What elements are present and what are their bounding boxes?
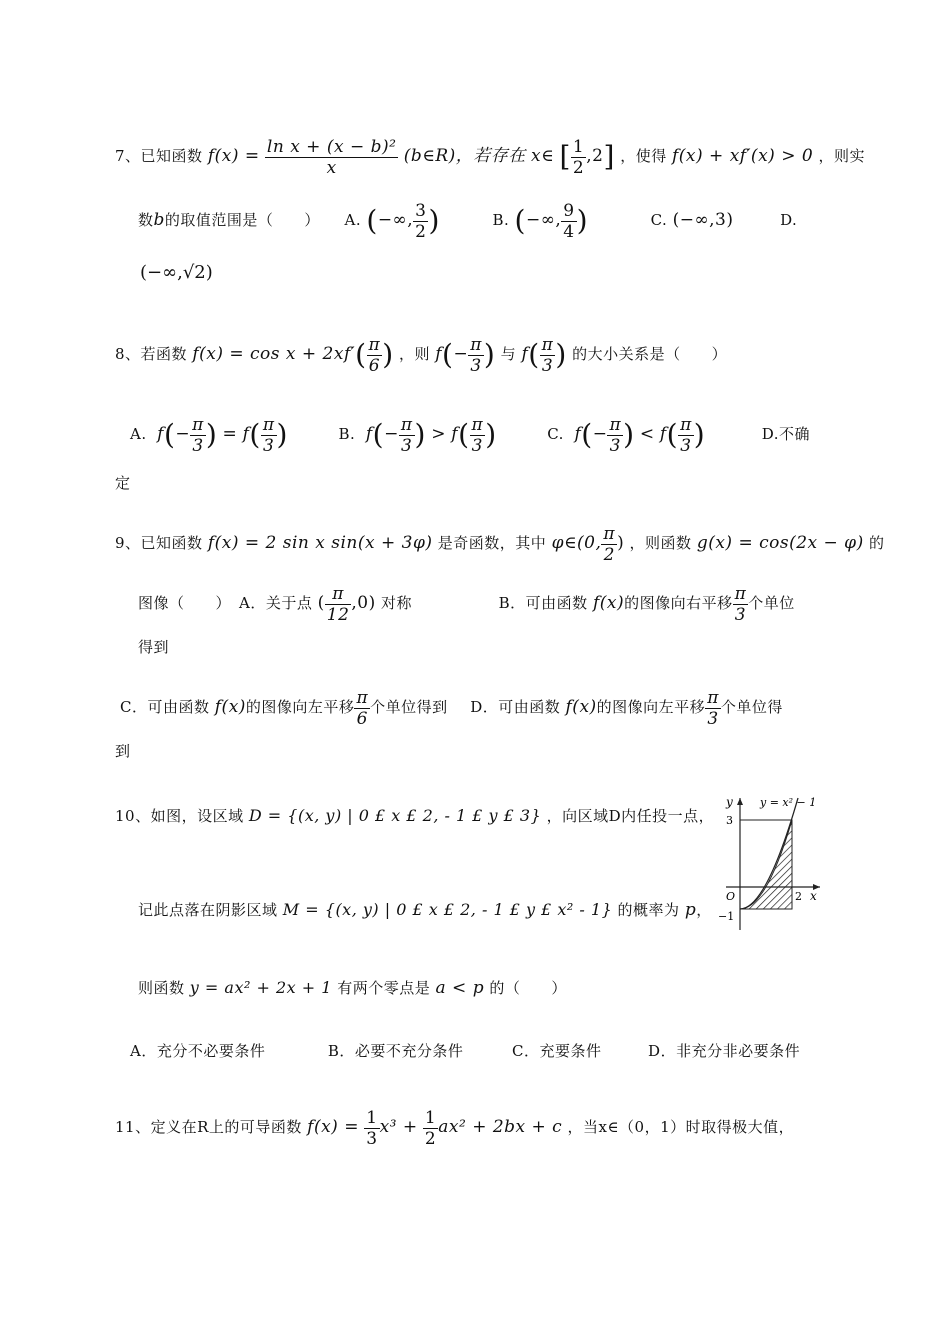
q9-line3: 得到 <box>138 638 170 656</box>
q8-optC: C. f(− $\frac{\pi}{3}$ ) < f( $\frac{\pi}{3}$ ) <box>547 414 706 456</box>
q8-optA: A. f(− $\frac{\pi}{3}$ ) = f( $\frac{\pi}{3}$ ) <box>130 414 288 456</box>
q10-line1: 10、如图，设区域 D = {(x, y) | 0 £ x £ 2, - 1 £ y £ 3} ，向区域D内任投一点， <box>115 806 715 825</box>
q7-optD-label: D. <box>780 211 798 229</box>
q9-optC: C．可由函数 f(x)的图像向左平移 $\frac{\pi}{6}$ 个单位得到 <box>120 687 448 729</box>
q7-optB: B. (−∞, $\frac{9}{4}$ ) <box>492 200 589 242</box>
q9-line4 <box>120 684 783 730</box>
q7-optD: (−∞,√2) <box>140 262 213 283</box>
q8-optD-cont: 定 <box>115 474 131 492</box>
q7-line1: 7、已知函数 f(x) = $\frac{\text{ln x + (x − b)²}}{x}$ (b∈R)，若存在 x∈ [ $\frac{1}{2}$ ,2] ，使得 f(x) + xf′(x) > 0 ，则实 <box>115 136 865 178</box>
shaded-region <box>740 820 792 909</box>
q9-line5: 到 <box>115 742 131 760</box>
tick-2: 2 <box>795 890 802 903</box>
q7-optA: A. (−∞, $\frac{3}{2}$ ) <box>344 200 440 242</box>
q8-optD: D.不确 <box>761 425 811 443</box>
q10-line2: 记此点落在阴影区域 M = {(x, y) | 0 £ x £ 2, - 1 £ y £ x² - 1} 的概率为 p， <box>138 900 712 920</box>
q7-line2: 数b的取值范围是（ ） A. (−∞, $\frac{3}{2}$ ) B. (−∞, $\frac{9}{4}$ ) C. (−∞,3) D. <box>138 200 798 242</box>
tick-neg1: −1 <box>718 910 735 923</box>
q8-options <box>130 410 810 458</box>
q10-optC: C．充要条件 <box>512 1042 602 1060</box>
q10-optA: A．充分不必要条件 <box>130 1042 266 1060</box>
tick-3: 3 <box>726 814 733 827</box>
q7-x-in: x∈ <box>531 146 555 166</box>
q7-label: 7、已知函数 <box>115 147 203 165</box>
q7-interval-frac: $\frac{1}{2}$ <box>572 136 585 178</box>
q9-line2: 图像（ ） A．关于点 ( $\frac{\pi}{12}$ ,0) 对称 B．可由函数 f(x)的图像向右平移 $\frac{\pi}{3}$ 个单位 <box>138 583 795 625</box>
y-axis-label: y <box>726 795 733 809</box>
q10-figure <box>712 790 832 935</box>
q9-optD: D．可由函数 f(x)的图像向左平移 $\frac{\pi}{3}$ 个单位得 <box>470 687 783 729</box>
q7-cond: (b∈R)，若存在 <box>403 146 526 166</box>
q8-line1: 8、若函数 f(x) = cos x + 2xf′( $\frac{\pi}{6}$ ) ，则 f(− $\frac{\pi}{3}$ ) 与 f( $\frac{\pi}{3}$ ) 的大小关系是（ ） <box>115 334 728 376</box>
q10-optD: D．非充分非必要条件 <box>648 1042 801 1060</box>
q7-optC: C. (−∞,3) <box>650 210 734 230</box>
q8-optB: B. f(− $\frac{\pi}{3}$ ) > f( $\frac{\pi}{3}$ ) <box>338 414 497 456</box>
q9-line1: 9、已知函数 f(x) = 2 sin x sin(x + 3φ) 是奇函数，其中 φ∈(0, $\frac{\pi}{2}$ ) ，则函数 g(x) = cos(2x − φ) 的 <box>115 523 885 565</box>
curve-label: y = x² − 1 <box>760 796 817 809</box>
q11-line1: 11、定义在R上的可导函数 f(x) = $\frac{1}{3}$ x³ + $\frac{1}{2}$ ax² + 2bx + c ，当x∈（0，1）时取得极大值， <box>115 1107 795 1149</box>
q7-tail: ，则实 <box>818 147 865 165</box>
q7-ineq: f(x) + xf′(x) > 0 <box>672 146 814 166</box>
x-axis-label: x <box>810 889 817 903</box>
q7-ineq-text: ，使得 <box>620 147 667 165</box>
q10-optB: B．必要不充分条件 <box>327 1042 464 1060</box>
q9-optB: B．可由函数 f(x)的图像向右平移 $\frac{\pi}{3}$ 个单位 <box>498 583 795 625</box>
origin-label: O <box>726 890 736 903</box>
q7-fraction: $\frac{\text{ln x + (x − b)²}}{x}$ <box>266 136 397 178</box>
q10-line3: 则函数 y = ax² + 2x + 1 有两个零点是 a < p 的（ ） <box>138 978 567 998</box>
q10-options <box>130 1040 800 1061</box>
q7-func-lhs: f(x) = <box>207 146 260 166</box>
